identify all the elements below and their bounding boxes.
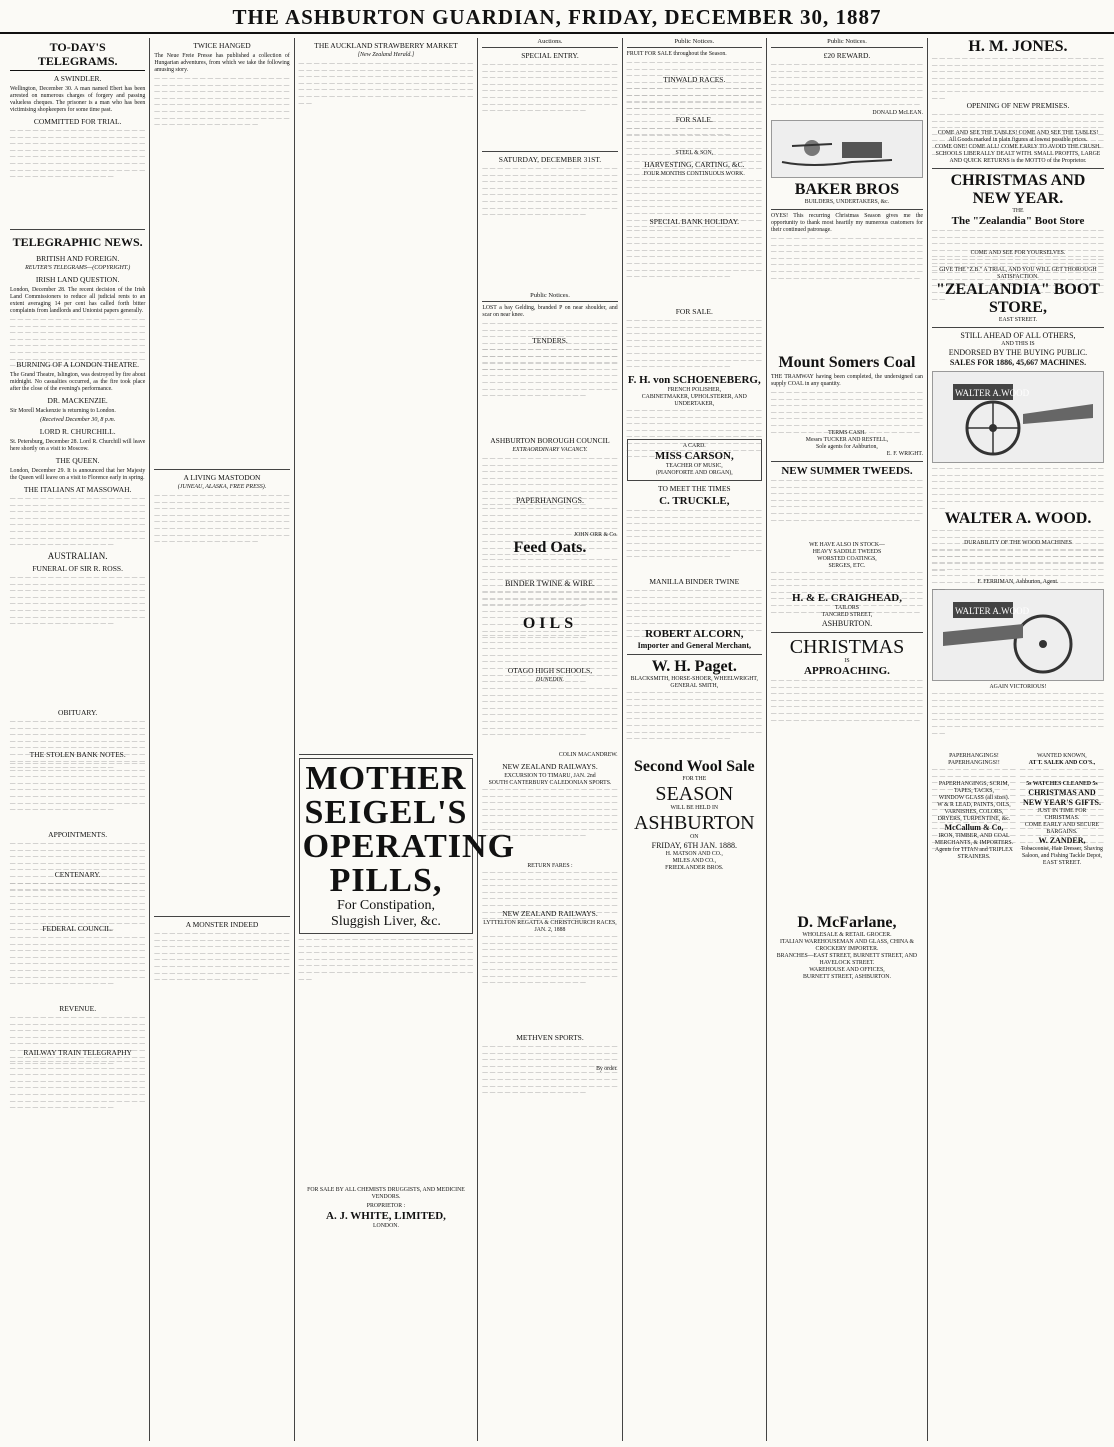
text-filler (627, 178, 762, 214)
column-stories (150, 38, 294, 1441)
tenders-heading: TENDERS. (532, 336, 568, 345)
zander-name: W. ZANDER, (1038, 836, 1086, 845)
auctions-header: Auctions. (482, 38, 617, 48)
come-one: COME ONE! COME ALL! COME EARLY TO AVOID THE CRUSH. (935, 144, 1101, 150)
matson-label: H. MATSON AND CO., (665, 851, 723, 857)
text-filler (482, 1044, 617, 1066)
burning-heading: BURNING OF A LONDON THEATRE. (16, 360, 139, 369)
irish-text: London, December 28. The recent decision of the Irish Land Commissioners to reduce all judicial rents to an extent averaging 14 per cent has called forth bitter complaints from landlords and Unionist papers generally. (10, 287, 146, 314)
mackenzie-heading: DR. MACKENZIE. (47, 396, 108, 405)
australian-heading: AUSTRALIAN. (47, 551, 108, 561)
blacksmith-label: BLACKSMITH, HORSE-SHOER, WHEELWRIGHT, (630, 676, 758, 682)
mount-somers-heading: Mount Somers Coal (778, 354, 916, 371)
seigels-advert (299, 758, 516, 934)
divider (482, 151, 617, 152)
obituary-heading: OBITUARY. (58, 708, 98, 717)
dunedin-label: DUNEDIN. (535, 677, 565, 683)
text-filler (771, 478, 923, 542)
methven-heading: METHVEN SPORTS. (516, 1033, 584, 1042)
friday-date: FRIDAY, 6TH JAN. 1888. (651, 841, 737, 850)
alcorn-name: ROBERT ALCORN, (645, 628, 744, 640)
text-filler (932, 547, 1104, 579)
branches-label: BRANCHES—EAST STREET, BURNETT STREET, AND HAVELOCK STREET. (776, 953, 918, 966)
sleigh-icon (772, 122, 922, 176)
all-goods: All Goods marked in plain figures at lowest possible prices. (948, 137, 1088, 143)
reward-heading: £20 REWARD. (823, 51, 871, 60)
text-filler (154, 493, 289, 913)
friedlander-label: FRIEDLANDER BROS. (665, 865, 724, 871)
text-filler (10, 1059, 145, 1219)
and-this-is: AND THIS IS (1001, 341, 1035, 347)
text-filler (10, 575, 145, 705)
give-trial: GIVE THE "Z.B." A TRIAL, AND YOU WILL GET THOROUGH SATISFACTION. (939, 267, 1097, 280)
for-sale-chemists: FOR SALE BY ALL CHEMISTS DRUGGISTS, AND MEDICINE VENDORS. (307, 1187, 465, 1200)
craighead-name: H. & E. CRAIGHEAD, (791, 592, 902, 604)
season-label: SEASON (655, 783, 734, 805)
monster-heading: A MONSTER INDEED (185, 920, 259, 929)
columns (6, 38, 1108, 1441)
card-heading: A CARD. (682, 443, 706, 449)
text-filler (10, 1015, 145, 1045)
text-filler (932, 112, 1104, 130)
christmas-gifts: CHRISTMAS AND NEW YEAR'S GIFTS. (1022, 788, 1101, 807)
text-filler (482, 62, 617, 148)
text-filler (482, 633, 617, 663)
mcfarlane-name: D. McFarlane, (797, 914, 897, 931)
text-filler (627, 60, 762, 72)
text-filler (10, 935, 145, 1001)
text-filler (932, 528, 1104, 540)
jones-heading: H. M. JONES. (968, 38, 1068, 55)
terms-cash: TERMS CASH. (828, 430, 866, 436)
ferriman-agent: F. FERRIMAN, Ashburton, Agent. (977, 579, 1059, 585)
divider (771, 461, 923, 462)
swindler-heading: A SWINDLER. (53, 74, 102, 83)
banknotes-heading: THE STOLEN BANK NOTES. (29, 750, 126, 759)
text-filler (10, 317, 145, 357)
iron-timber: IRON, TIMBER, AND COAL MERCHANTS, & IMPORTERS. (934, 833, 1014, 846)
text-filler (627, 86, 762, 112)
sluggish-text: Sluggish Liver, &c. (331, 914, 441, 929)
new-tweeds-heading: NEW SUMMER TWEEDS. (781, 465, 913, 477)
divider (932, 327, 1104, 328)
telegraphic-heading: TELEGRAPHIC NEWS. (12, 235, 143, 249)
railway-heading: RAILWAY TRAIN TELEGRAPHY (23, 1048, 132, 1057)
watches-cleaned: 5s WATCHES CLEANED 5s (1026, 781, 1098, 787)
text-filler (482, 347, 617, 433)
constipation-text: For Constipation, (336, 898, 435, 913)
text-filler (482, 686, 617, 752)
text-filler (10, 841, 145, 867)
opening-heading: OPENING OF NEW PREMISES. (966, 101, 1070, 110)
text-filler (627, 126, 762, 150)
for-the-label: FOR THE (682, 776, 707, 782)
text-filler (482, 870, 617, 906)
column-strawberry (295, 38, 516, 1441)
saddle-tweeds: HEAVY SADDLE TWEEDS (812, 549, 882, 555)
divider (627, 654, 762, 655)
sleigh-illustration (771, 120, 923, 178)
zealandia-store: "ZEALANDIA" BOOT STORE, (935, 281, 1100, 316)
the-label: THE (1012, 208, 1024, 214)
lead-paints: W & R LEAD, PAINTS, OILS, VARNISHES, COLORS, DRYERS, TURPENTINE, &c. (937, 802, 1011, 822)
paperhangings-heading: PAPERHANGINGS! PAPERHANGINGS!! (948, 753, 1000, 766)
public-notices-header: Public Notices. (771, 38, 923, 48)
london-label: LONDON. (373, 1223, 399, 1229)
teacher-music: TEACHER OF MUSIC, (665, 463, 723, 469)
just-in-time: JUST IN TIME FOR CHRISTMAS. (1037, 808, 1087, 821)
borough-heading: ASHBURTON BOROUGH COUNCIL (490, 436, 610, 445)
lost-notice: LOST a bay Gelding, branded P on near shoulder, and scar on near knee. (482, 305, 618, 318)
wholesale-grocer: WHOLESALE & RETAIL GROCER. (802, 932, 892, 938)
divider (154, 916, 289, 917)
vacancy-heading: EXTRAORDINARY VACANCY. (512, 447, 588, 453)
queen-heading: THE QUEEN. (55, 456, 100, 465)
salek-ad (1020, 753, 1104, 867)
for-sale-heading-2: FOR SALE. (675, 307, 713, 316)
text-filler (627, 508, 762, 574)
text-filler (482, 787, 617, 863)
reuter-label: REUTER'S TELEGRAMS—(COPYRIGHT.) (25, 265, 131, 271)
tailors-label: TAILORS (834, 605, 859, 611)
text-filler (932, 466, 1104, 510)
text-filler (932, 228, 1104, 250)
endorsed-label: ENDORSED BY THE BUYING PUBLIC. (948, 348, 1088, 357)
schools-label: SCHOOLS LIBERALLY DEALT WITH. SMALL PROFITS, LARGE AND QUICK RETURNS is the MOTTO of the Proprietor. (935, 151, 1101, 164)
steel-son-signature: STEEL & SON, (675, 150, 714, 156)
second-wool-sale: Second Wool Sale (633, 758, 755, 775)
text-filler (771, 62, 923, 110)
column-telegrams (6, 38, 150, 1441)
text-filler (482, 589, 617, 615)
text-filler (932, 257, 1104, 267)
held-label: WILL BE HELD IN (670, 805, 719, 811)
operating-text: OPERATING (302, 828, 516, 865)
window-glass: WINDOW GLASS (all sizes). (938, 795, 1010, 801)
piano-organ: (PIANOFORTE AND ORGAN), (655, 470, 733, 476)
italians-heading: THE ITALIANS AT MASSOWAH. (23, 485, 132, 494)
maclean-signature: DONALD McLEAN. (872, 110, 923, 116)
four-months-heading: FOUR MONTHS CONTINUOUS WORK. (643, 171, 745, 177)
binder-twine-heading: BINDER TWINE & WIRE. (505, 579, 595, 588)
public-notices-header: Public Notices. (482, 292, 617, 302)
mastodon-source: (JUNEAU, ALASKA, FREE PRESS). (177, 484, 267, 490)
paget-name: W. H. Paget. (651, 658, 737, 675)
masthead (0, 0, 1114, 34)
approaching-heading: APPROACHING. (804, 665, 890, 677)
white-limited: A. J. WHITE, LIMITED, (326, 1210, 446, 1222)
burnett-street: BURNETT STREET, ASHBURTON. (803, 974, 891, 980)
text-filler (299, 937, 474, 1187)
queen-text: London, December 29. It is announced that her Majesty the Queen will leave on a visit to Florence early in spring. (10, 468, 146, 481)
irish-heading: IRISH LAND QUESTION. (35, 275, 120, 284)
italian-warehouseman: ITALIAN WAREHOUSEMAN AND GLASS, CHINA & CROCKERY IMPORTER. (779, 939, 914, 952)
come-early: COME EARLY AND SECURE BARGAINS. (1024, 822, 1100, 835)
text-filler (482, 166, 617, 292)
miss-carson: MISS CARSON, (654, 450, 734, 462)
miles-label: MILES AND CO., (672, 858, 717, 864)
divider (299, 754, 474, 755)
east-street-label: EAST STREET. (998, 317, 1038, 323)
strawberry-heading: THE AUCKLAND STRAWBERRY MARKET (314, 41, 458, 50)
column-auctions (478, 38, 622, 1441)
return-fares-label: RETURN FARES : (527, 863, 573, 869)
special-entry-heading: SPECIAL ENTRY. (521, 51, 579, 60)
sole-agents: Sole agents for Ashburton, (816, 444, 878, 450)
received-note: (Received December 30, 8 p.m. (40, 417, 116, 423)
meet-times-heading: TO MEET THE TIMES (658, 484, 731, 493)
by-order-signature: By order. (596, 1066, 618, 1072)
baker-bros: BAKER BROS (794, 181, 900, 198)
churchill-text: St. Petersburg, December 28. Lord R. Churchill will leave here shortly on a visit to Moscow. (10, 439, 146, 452)
reaper-illustration (932, 371, 1104, 463)
otago-heading: OTAGO HIGH SCHOOLS, (507, 666, 593, 675)
text-filler (771, 570, 923, 592)
text-filler (10, 719, 145, 747)
pills-text: PILLS, (329, 862, 443, 899)
column-public-notices-2 (767, 38, 928, 1441)
text-filler (771, 390, 923, 430)
appointments-heading: APPOINTMENTS. (48, 830, 108, 839)
ashburton-label: ASHBURTON (633, 812, 755, 834)
wanted-known: WANTED KNOWN, (1037, 753, 1087, 759)
builders-label: BUILDERS, UNDERTAKERS, &c. (804, 199, 890, 205)
walter-wood-label-2: WALTER A.WOOD (954, 606, 1030, 616)
christmas-new-year: CHRISTMAS AND NEW YEAR. (950, 172, 1086, 207)
tramway-text: THE TRAMWAY having been completed, the undersigned can supply COAL in any quantity. (770, 374, 923, 387)
salek-name: AT T. SALEK AND CO'S., (1028, 760, 1096, 766)
colin-signature: COLIN MACANDREW. (558, 752, 618, 758)
wright-signature: E. F. WRIGHT. (886, 451, 923, 457)
on-label: ON (690, 834, 699, 840)
mother-text: MOTHER (305, 760, 467, 797)
text-filler (771, 678, 923, 914)
paperhangings-heading: PAPERHANGINGS. (516, 496, 584, 505)
text-filler (482, 557, 617, 579)
twice-hanged-heading: TWICE HANGED (193, 41, 251, 50)
still-ahead: STILL AHEAD OF ALL OTHERS, (960, 331, 1076, 340)
come-see-tables: COME AND SEE THE TABLES! COME AND SEE THE TABLES! (937, 130, 1099, 136)
text-filler (771, 236, 923, 354)
titan-strainers: Agents for TITAN and TRIPLEX STRAINERS. (935, 847, 1013, 860)
tancred-street: TANCRED STREET, (821, 612, 873, 618)
text-filler (932, 56, 1104, 98)
british-heading: BRITISH AND FOREIGN. (36, 254, 120, 263)
text-filler (10, 128, 145, 226)
text-filler (10, 761, 145, 827)
bank-holiday-heading: SPECIAL BANK HOLIDAY. (649, 217, 740, 226)
worsted-coatings: WORSTED COATINGS, (817, 556, 877, 562)
durability-label: DURABILITY OF THE WOOD MACHINES (964, 540, 1072, 546)
seigels-text: SEIGEL'S (304, 794, 468, 831)
twice-hanged-intro: The Neue Freie Presse has published a collection of Hungarian adventures, from which we take the following amusing story. (154, 53, 290, 73)
paper-list: PAPERHANGINGS, SCRIM, TAPES, TACKS, (938, 781, 1010, 794)
text-filler (10, 496, 145, 548)
burning-text: The Grand Theatre, Islington, was destroyed by fire about midnight. No casualties occurred, as the fire took place after the close of the evening's performance. (10, 372, 146, 392)
in-stock-label: WE HAVE ALSO IN STOCK— (809, 542, 885, 548)
centenary-heading: CENTENARY. (54, 870, 101, 879)
binder-illustration (932, 589, 1104, 681)
text-filler (1020, 767, 1104, 781)
text-filler (627, 690, 762, 758)
bottom-row (932, 753, 1104, 867)
column-public-notices (623, 38, 767, 1441)
binder-machine-icon (933, 592, 1103, 678)
text-filler (154, 931, 289, 1391)
nz-railways-heading-2: NEW ZEALAND RAILWAYS. (502, 909, 598, 918)
oils-heading: OILS (522, 615, 578, 632)
tobacconist: Tobacconist, Hair Dresser, Shaving Saloon, and Fishing Tackle Depot, (1020, 846, 1103, 859)
text-filler (627, 588, 762, 628)
text-filler (627, 228, 762, 304)
mccallum-name: McCallum & Co, (944, 823, 1004, 832)
revenue-heading: REVENUE. (59, 1004, 97, 1013)
nz-railways-heading: NEW ZEALAND RAILWAYS. (502, 762, 598, 771)
swindler-text: Wellington, December 30. A man named Ebert has been arrested on numerous charges of forgery and passing valueless cheques. The prisoner is a man who has been victimising shopkeepers for some time past. (10, 86, 146, 113)
proprietor-label: PROPRIETOR : (366, 1203, 406, 1209)
oyes-text: OYES! This recurring Christmas Season gives me the opportunity to thank most heartily my numerous customers for their continued patronage. (770, 213, 923, 233)
sales-label: SALES FOR 1886, 45,667 MACHINES. (949, 358, 1087, 367)
general-smith-label: GENERAL SMITH, (670, 683, 719, 689)
excursion-heading: EXCURSION TO TIMARU, JAN. 2nd (504, 773, 596, 779)
zander-east-street: EAST STREET. (1042, 860, 1082, 866)
feed-oats-heading: Feed Oats. (513, 539, 587, 556)
john-orr-signature: JOHN ORR & Co. (573, 532, 618, 538)
text-filler (299, 61, 474, 751)
ashburton-label: ASHBURTON. (821, 619, 873, 628)
divider (10, 229, 145, 230)
text-filler (932, 691, 1104, 753)
text-filler (482, 321, 617, 333)
divider (771, 632, 923, 633)
warehouse-label: WAREHOUSE AND OFFICES, (809, 967, 885, 973)
again-victorious: AGAIN VICTORIOUS! (989, 684, 1047, 690)
manilla-heading: MANILLA BINDER TWINE (649, 577, 740, 586)
for-sale-heading: FOR SALE. (675, 115, 713, 124)
tucker-restell: Messrs TUCKER AND RESTELL, (805, 437, 889, 443)
walter-wood-heading: WALTER A. WOOD. (944, 510, 1092, 527)
lyttelton-heading: LYTTELTON REGATTA & CHRISTCHURCH RACES, JAN. 2, 1888 (483, 920, 617, 933)
harvesting-heading: HARVESTING, CARTING, &C. (644, 160, 745, 169)
divider (932, 168, 1104, 169)
text-filler (154, 76, 289, 466)
mastodon-heading: A LIVING MASTODON (183, 473, 261, 482)
federal-heading: FEDERAL COUNCIL. (42, 924, 113, 933)
saturday-heading: SATURDAY, DECEMBER 31ST. (498, 155, 602, 164)
serges-label: SERGES, ETC. (828, 563, 866, 569)
text-filler (482, 934, 617, 1030)
committed-heading: COMMITTED FOR TRIAL. (33, 117, 122, 126)
truckle-name: C. TRUCKLE, (659, 495, 730, 507)
divider (154, 469, 289, 470)
french-polisher: FRENCH POLISHER, (667, 387, 722, 393)
zealandia-heading: The "Zealandia" Boot Store (951, 215, 1085, 227)
column-advertisements (928, 38, 1108, 1441)
divider (771, 209, 923, 210)
telegrams-heading: TO-DAY'S TELEGRAMS. (10, 38, 145, 71)
mackenzie-text: Sir Morell Mackenzie is returning to London. (10, 408, 116, 414)
tinwald-races-heading: TINWALD RACES. (663, 75, 726, 84)
caledonian-heading: SOUTH CANTERBURY CALEDONIAN SPORTS. (488, 780, 612, 786)
schoenberg-name: F. H. von SCHOENEBERG, (627, 374, 761, 386)
importer-label: Importer and General Merchant, (637, 641, 752, 650)
cabinetmaker: CABINETMAKER, UPHOLSTERER, AND UNDERTAKER, (641, 394, 747, 407)
newspaper-title: THE ASHBURTON GUARDIAN, FRIDAY, DECEMBER 30, 1887 (232, 5, 882, 29)
walter-wood-label: WALTER A.WOOD (954, 388, 1030, 398)
strawberry-source: [New Zealand Herald.] (357, 52, 415, 58)
text-filler (627, 408, 762, 436)
churchill-heading: LORD R. CHURCHILL. (39, 427, 116, 436)
public-notices-header: Public Notices. (627, 38, 762, 48)
text-filler (482, 456, 617, 496)
funeral-heading: FUNERAL OF SIR R. ROSS. (32, 564, 123, 573)
text-filler (482, 506, 617, 532)
paperhangings-ad (932, 753, 1016, 867)
is-label: IS (844, 658, 850, 664)
reaper-machine-icon (933, 374, 1103, 460)
text-filler (627, 318, 762, 374)
text-filler (932, 767, 1016, 781)
text-filler (10, 881, 145, 921)
christmas-heading: CHRISTMAS (789, 636, 905, 658)
fruit-notice: FRUIT FOR SALE throughout the Season. (626, 51, 727, 57)
come-see-yourselves: COME AND SEE FOR YOURSELVES. (970, 250, 1066, 256)
